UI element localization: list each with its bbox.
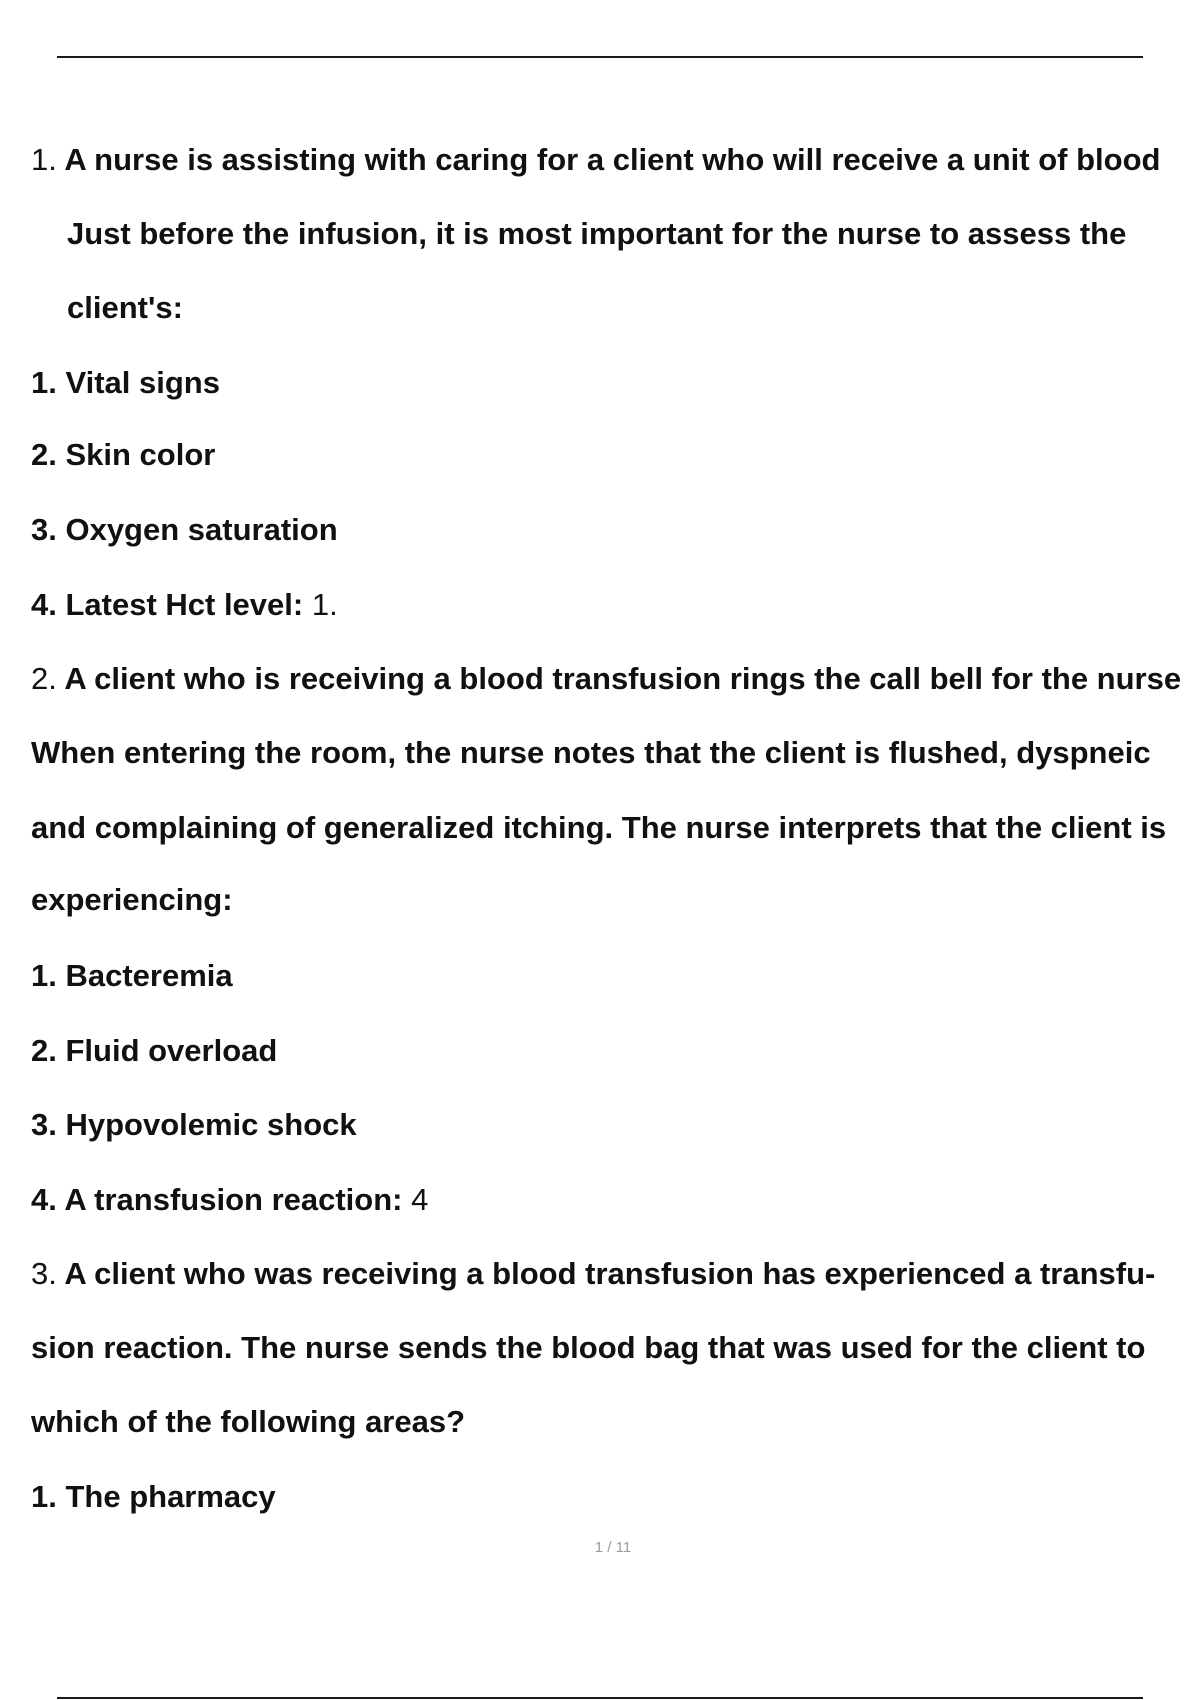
question-1-line-3: client's:: [67, 290, 183, 325]
question-1-option-1: 1. Vital signs: [31, 365, 220, 400]
question-1-answer: 1.: [311, 587, 338, 622]
page-counter: 1 / 11: [594, 1539, 632, 1556]
question-2-option-1: 1. Bacteremia: [31, 958, 233, 993]
question-2-option-4-label: 4. A transfusion reaction:: [31, 1182, 403, 1217]
question-2-line-1: [31, 661, 1181, 697]
question-1-option-4-label: 4. Latest Hct level:: [31, 587, 304, 622]
top-rule: [57, 56, 1143, 58]
question-2-line-3: and complaining of generalized itching. The nurse interprets that the client is: [31, 810, 1167, 845]
question-3-option-1: 1. The pharmacy: [31, 1479, 276, 1514]
question-1-option-2: 2. Skin color: [31, 437, 216, 472]
question-3-line-3: which of the following areas?: [31, 1404, 466, 1439]
question-2-stem-1: A client who is receiving a blood transfusion rings the call bell for the nurse: [64, 661, 1182, 696]
question-3-stem-1: A client who was receiving a blood transfusion has experienced a transfu-: [64, 1256, 1156, 1291]
question-1-number: 1.: [31, 142, 57, 177]
question-2-option-4: [31, 1182, 428, 1218]
question-1-stem-1: A nurse is assisting with caring for a client who will receive a unit of blood: [64, 142, 1161, 177]
bottom-rule: [57, 1697, 1143, 1699]
question-2-line-4: experiencing:: [31, 882, 233, 917]
question-1-option-4: [31, 587, 338, 623]
question-2-option-2: 2. Fluid overload: [31, 1033, 278, 1068]
question-2-option-3: 3. Hypovolemic shock: [31, 1107, 357, 1142]
question-3-line-2: sion reaction. The nurse sends the blood bag that was used for the client to: [31, 1330, 1146, 1365]
question-3-number: 3.: [31, 1256, 57, 1291]
question-2-number: 2.: [31, 661, 57, 696]
question-3-line-1: [31, 1256, 1155, 1292]
question-1-line-1: [31, 142, 1160, 178]
question-1-option-3: 3. Oxygen saturation: [31, 512, 338, 547]
question-1-line-2: Just before the infusion, it is most important for the nurse to assess the: [67, 216, 1127, 251]
question-2-line-2: When entering the room, the nurse notes that the client is flushed, dyspneic: [31, 735, 1151, 770]
question-2-answer: 4: [411, 1182, 429, 1217]
